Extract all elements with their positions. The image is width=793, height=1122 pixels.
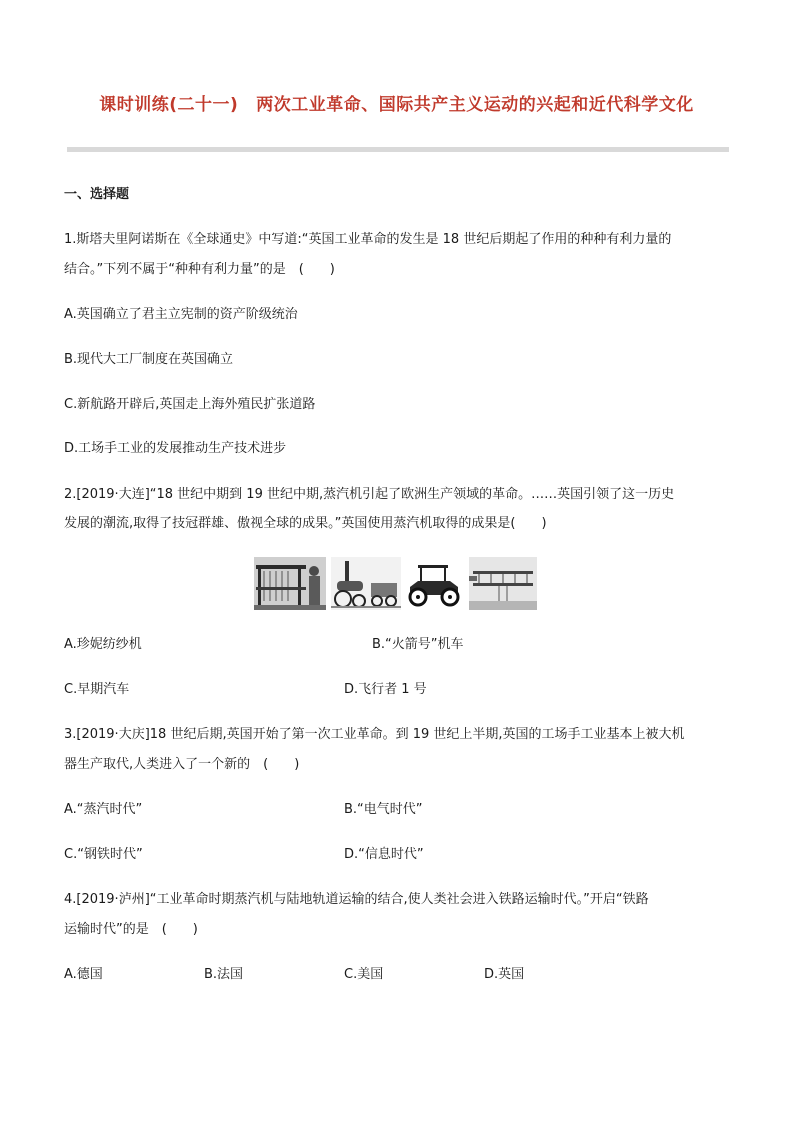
q1-option-d: D.工场手工业的发展推动生产技术进步	[64, 441, 287, 456]
q2-option-d: D.飞行者 1 号	[344, 682, 427, 697]
q1-option-c: C.新航路开辟后,英国走上海外殖民扩张道路	[64, 397, 316, 412]
section-heading: 一、选择题	[64, 187, 130, 202]
q2-stem-line2: 发展的潮流,取得了技冠群雄、傲视全球的成果。”英国使用蒸汽机取得的成果是( )	[64, 516, 547, 531]
q4-stem-line2: 运输时代”的是 ( )	[64, 922, 198, 937]
q2-option-b: B.“火箭号”机车	[372, 637, 464, 652]
q3-option-d: D.“信息时代”	[344, 847, 424, 862]
title-part1: 课时训练(二十一)	[99, 95, 239, 115]
q4-option-c: C.美国	[344, 967, 384, 982]
q4-option-a: A.德国	[64, 967, 103, 982]
q2-stem-line1: 2.[2019·大连]“18 世纪中期到 19 世纪中期,蒸汽机引起了欧洲生产领域的革命。……英国引领了这一历史	[64, 487, 675, 502]
flyer-1-photo	[469, 557, 537, 610]
q1-option-a: A.英国确立了君主立宪制的资产阶级统治	[64, 307, 298, 322]
page-title	[0, 90, 793, 115]
q1-stem-line1: 1.斯塔夫里阿诺斯在《全球通史》中写道:“英国工业革命的发生是 18 世纪后期起了作用的种种有利力量的	[64, 232, 672, 247]
q3-stem-line1: 3.[2019·大庆]18 世纪后期,英国开始了第一次工业革命。到 19 世纪上半期,英国的工场手工业基本上被大机	[64, 727, 685, 742]
q1-option-b: B.现代大工厂制度在英国确立	[64, 352, 234, 367]
early-car-photo	[404, 557, 464, 610]
rocket-locomotive-photo	[331, 557, 401, 610]
q3-option-a: A.“蒸汽时代”	[64, 802, 143, 817]
title-part2: 两次工业革命、国际共产主义运动的兴起和近代科学文化	[256, 95, 694, 115]
title-divider	[67, 147, 729, 152]
q2-option-c: C.早期汽车	[64, 682, 130, 697]
q4-stem-line1: 4.[2019·泸州]“工业革命时期蒸汽机与陆地轨道运输的结合,使人类社会进入铁路运输时代。”开启“铁路	[64, 892, 649, 907]
q2-option-a: A.珍妮纺纱机	[64, 637, 142, 652]
q3-option-b: B.“电气时代”	[344, 802, 423, 817]
q3-option-c: C.“钢铁时代”	[64, 847, 143, 862]
q3-stem-line2: 器生产取代,人类进入了一个新的 ( )	[64, 757, 300, 772]
q1-stem-line2: 结合。”下列不属于“种种有利力量”的是 ( )	[64, 262, 335, 277]
spinning-jenny-photo	[254, 557, 326, 610]
q4-option-d: D.英国	[484, 967, 525, 982]
q4-option-b: B.法国	[204, 967, 244, 982]
